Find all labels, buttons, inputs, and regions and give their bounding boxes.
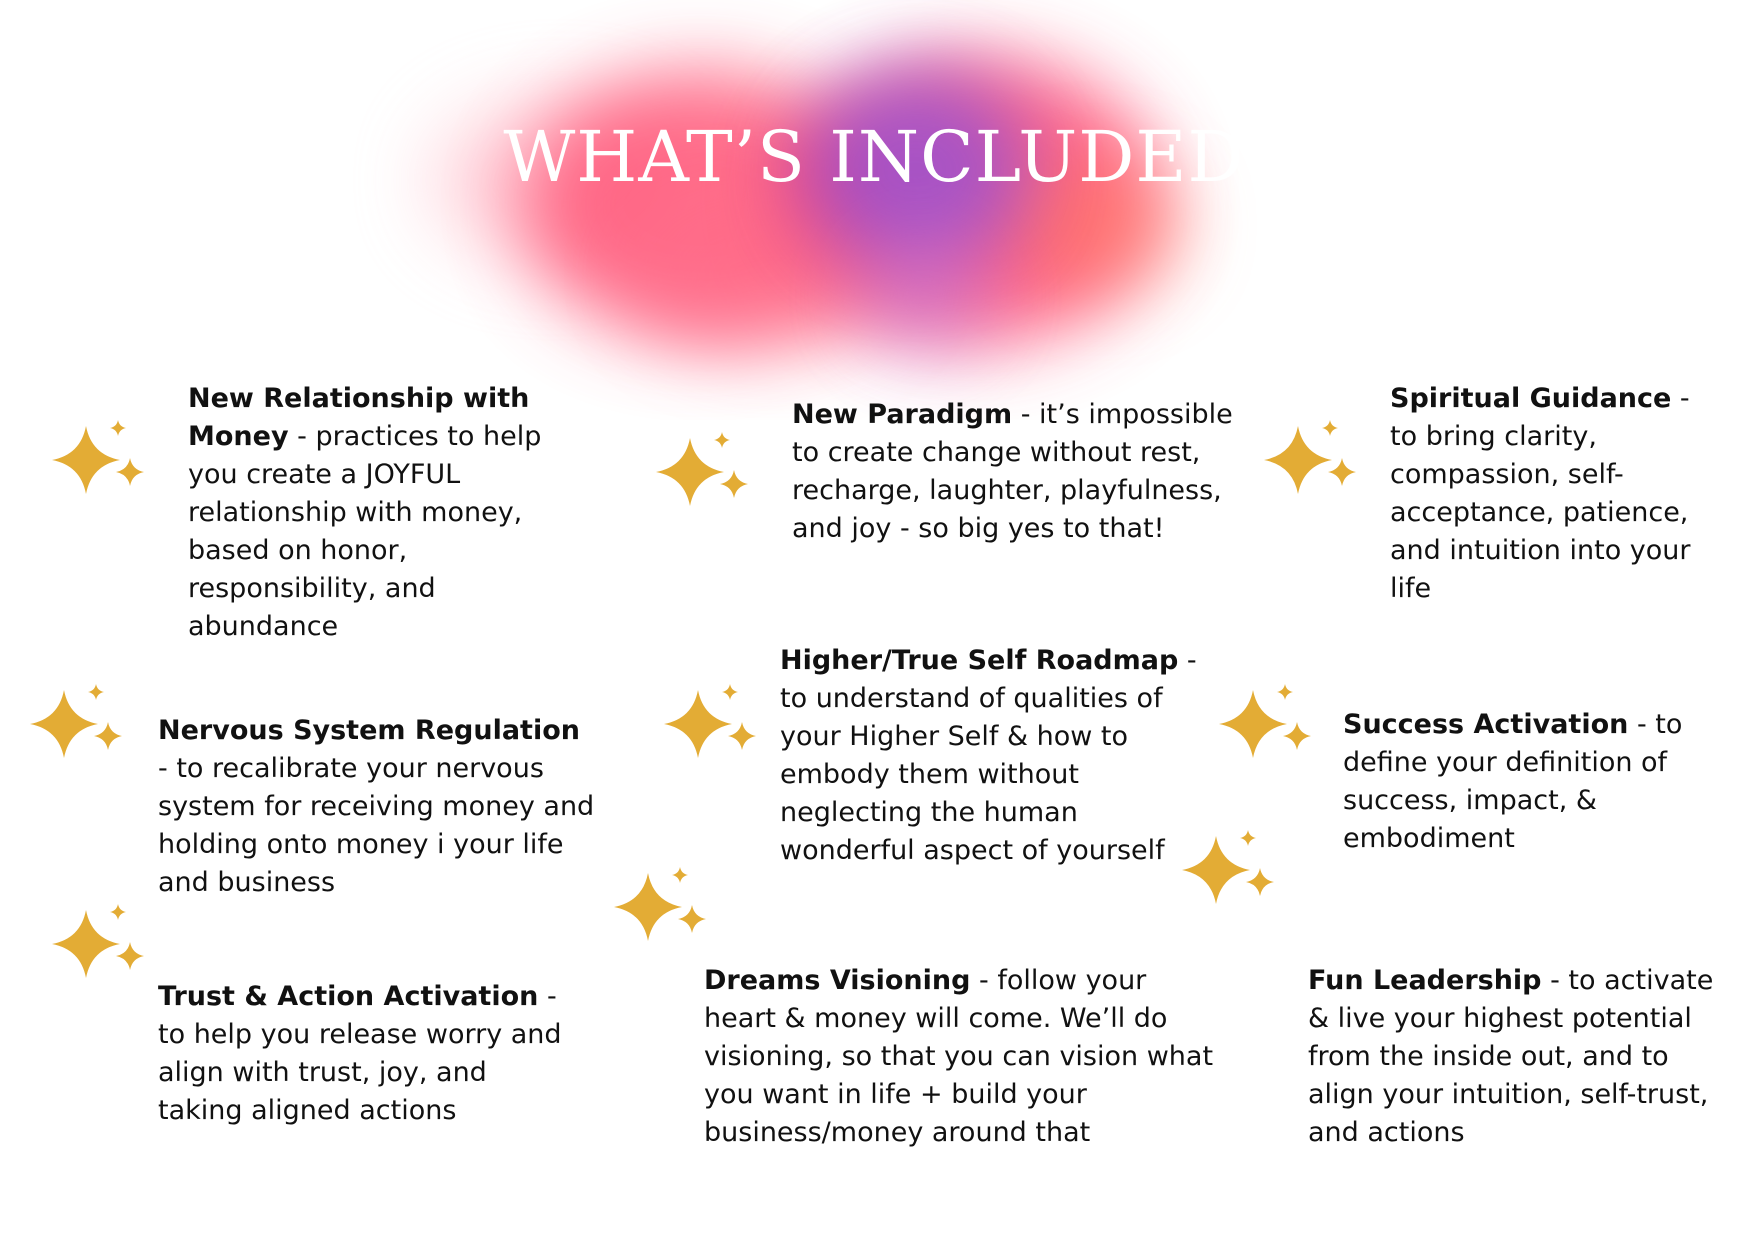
item-description: - to activate & live your highest potential from the inside out, and to align your intuition, self-trust, and actions: [1308, 965, 1714, 1148]
item-money-relationship: [188, 380, 578, 646]
item-nervous-system: [158, 712, 598, 902]
item-new-paradigm: [792, 396, 1252, 548]
sparkle-icon: [660, 672, 760, 772]
item-title: Spiritual Guidance: [1390, 383, 1672, 414]
sparkle-icon: [26, 672, 126, 772]
sparkle-icon: [48, 892, 148, 992]
item-description: - it’s impossible to create change without rest, recharge, laughter, playfulness, and joy - so big yes to that!: [792, 399, 1233, 544]
sparkle-icon: [652, 420, 752, 520]
item-description: - to bring clarity, compassion, self-acceptance, patience, and intuition into your life: [1390, 383, 1691, 604]
header-gradient-blob: [0, 0, 1748, 420]
item-title: Trust & Action Activation: [158, 981, 539, 1012]
item-title: Fun Leadership: [1308, 965, 1542, 996]
item-description: - to understand of qualities of your Higher Self & how to embody them without neglecting the human wonderful aspect of yourself: [780, 645, 1197, 866]
item-description: - to recalibrate your nervous system for receiving money and holding onto money i your life and business: [158, 753, 595, 898]
item-title: Success Activation: [1343, 709, 1629, 740]
item-description: - practices to help you create a JOYFUL relationship with money, based on honor, responsibility, and abundance: [188, 421, 542, 642]
item-title: New Relationship with Money: [188, 383, 530, 452]
sparkle-icon: [610, 855, 710, 955]
sparkle-icon: [1260, 408, 1360, 508]
item-higher-self-roadmap: [780, 642, 1210, 870]
item-dreams-visioning: [704, 962, 1214, 1152]
item-title: Higher/True Self Roadmap: [780, 645, 1179, 676]
item-description: - to help you release worry and align with trust, joy, and taking aligned actions: [158, 981, 562, 1126]
item-title: New Paradigm: [792, 399, 1013, 430]
item-fun-leadership: [1308, 962, 1738, 1152]
item-title: Nervous System Regulation: [158, 715, 580, 746]
item-success-activation: [1343, 706, 1703, 858]
item-description: - to define your definition of success, impact, & embodiment: [1343, 709, 1683, 854]
item-title: Dreams Visioning: [704, 965, 971, 996]
sparkle-icon: [1215, 672, 1315, 772]
item-description: - follow your heart & money will come. We’ll do visioning, so that you can vision what you want in life + build your business/money around that: [704, 965, 1214, 1148]
item-spiritual-guidance: [1390, 380, 1700, 608]
sparkle-icon: [48, 408, 148, 508]
item-trust-action: [158, 978, 578, 1130]
page-title: WHAT’S INCLUDED: [503, 116, 1245, 198]
